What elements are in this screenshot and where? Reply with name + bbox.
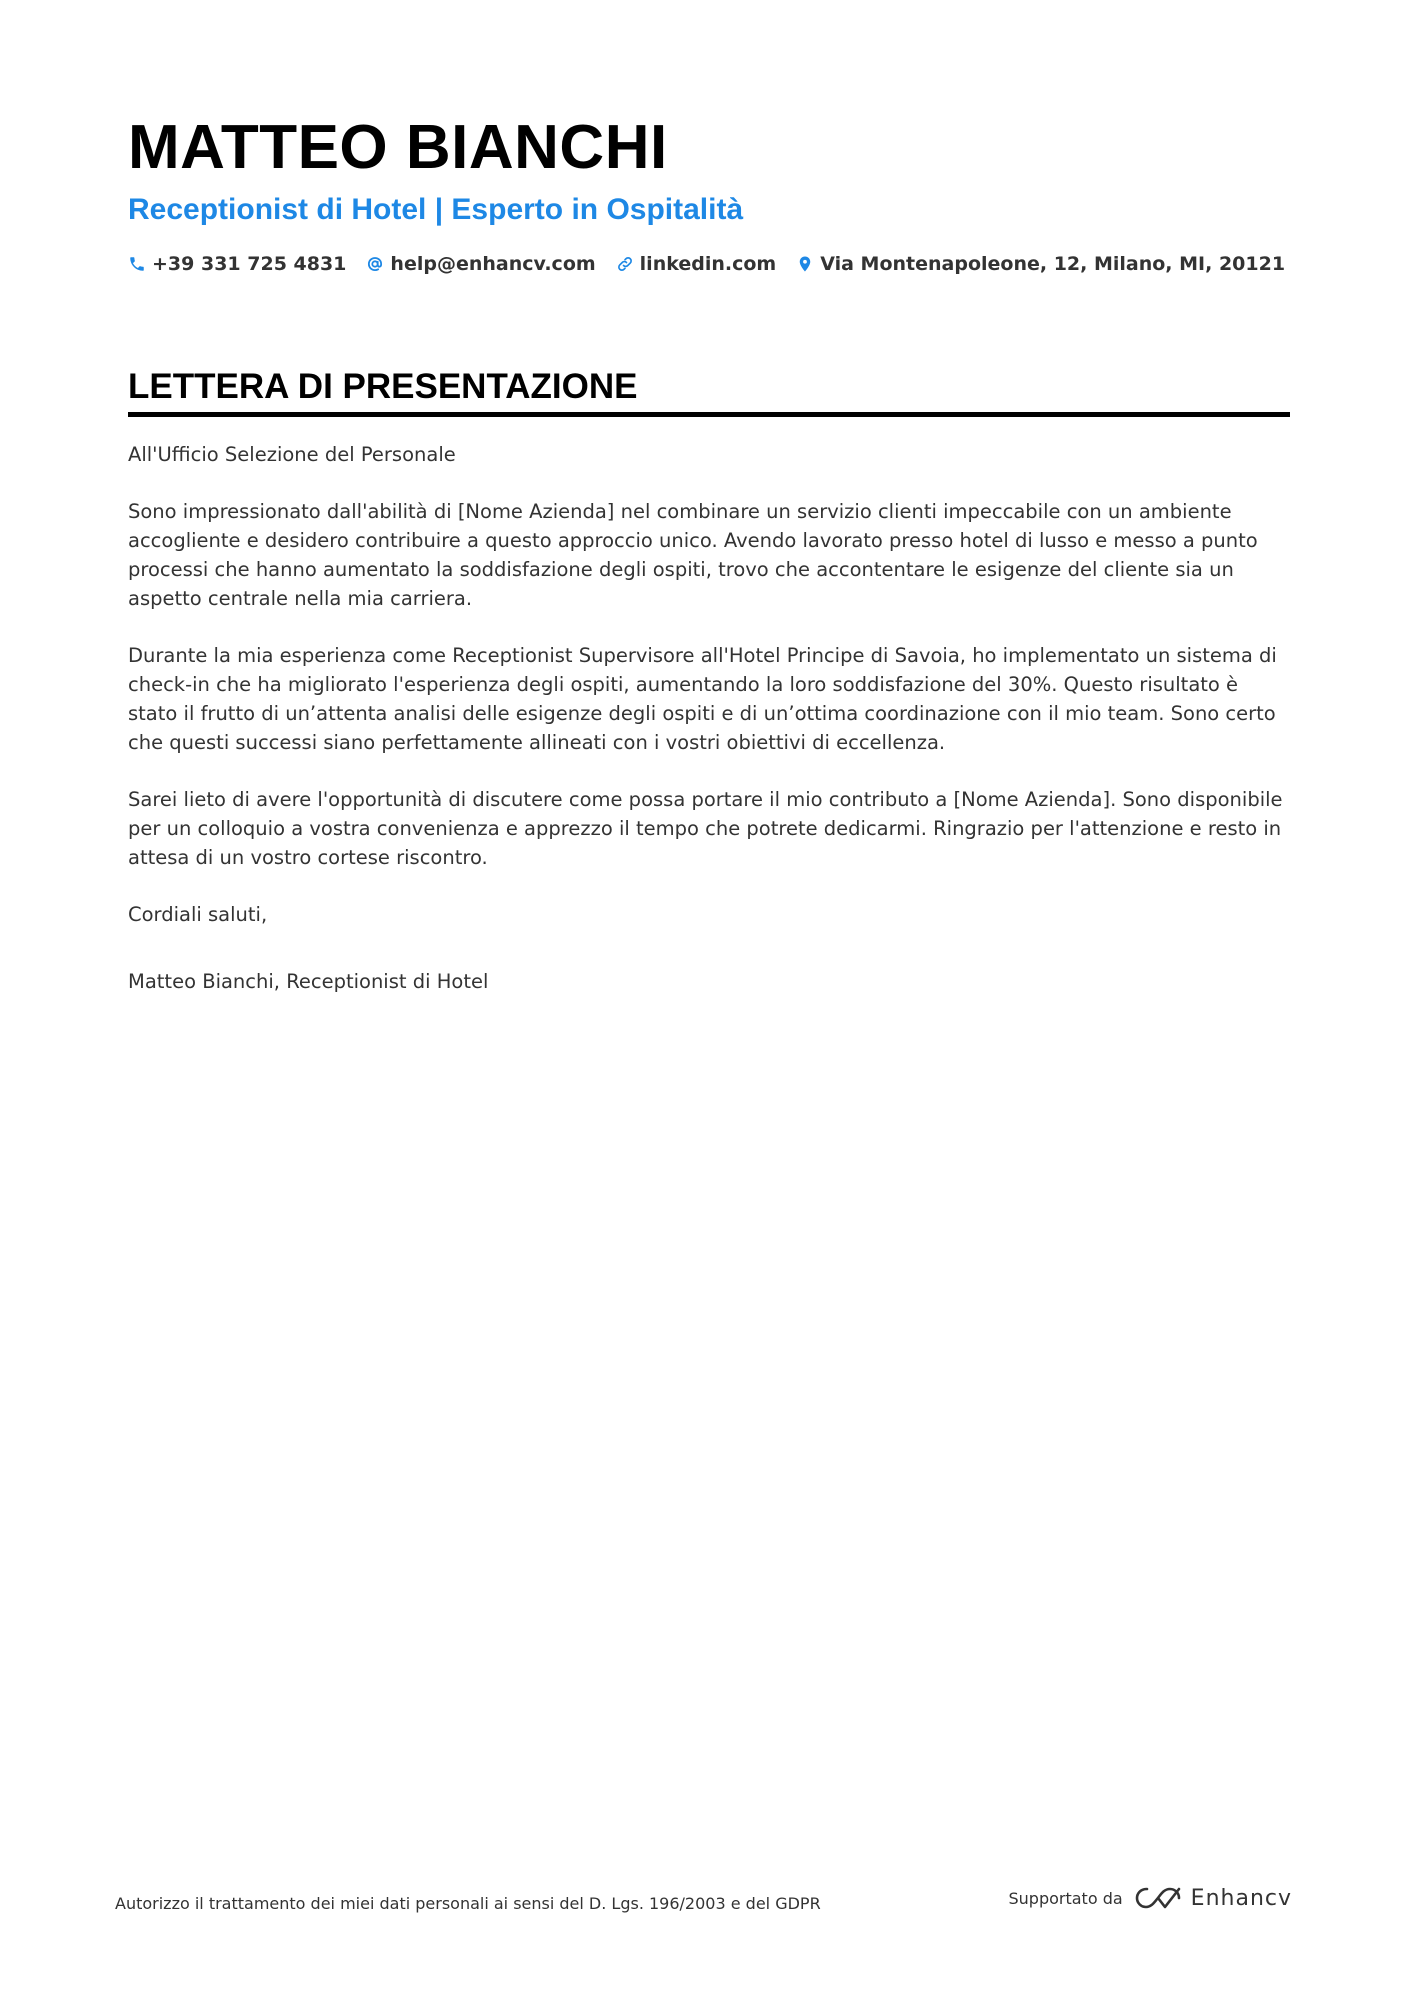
- phone-number: +39 331 725 4831: [152, 253, 347, 275]
- candidate-name: MATTEO BIANCHI: [128, 113, 668, 182]
- linkedin-link[interactable]: linkedin.com: [639, 253, 777, 275]
- enhancv-logo-icon: [1135, 1885, 1181, 1911]
- letter-recipient: All'Ufficio Selezione del Personale: [128, 443, 456, 466]
- link-icon: [616, 255, 634, 273]
- brand-logo[interactable]: [1135, 1885, 1292, 1911]
- letter-paragraph-3: Sarei lieto di avere l'opportunità di discutere come possa portare il mio contributo a [Nome Azienda]. Sono disponibile per un colloquio a vostra convenienza e apprezzo il tempo che potrete dedicarmi. Ringrazio per l'attenzione e resto in attesa di un vostro cortese riscontro.: [128, 788, 1283, 869]
- contact-address: [796, 253, 1285, 275]
- letter-signature: Matteo Bianchi, Receptionist di Hotel: [128, 970, 489, 993]
- powered-by: [1009, 1885, 1293, 1911]
- street-address: Via Montenapoleone, 12, Milano, MI, 20121: [820, 253, 1286, 275]
- brand-name: Enhancv: [1190, 1885, 1292, 1911]
- letter-body: [128, 440, 1293, 1024]
- contact-bar: [128, 253, 1285, 275]
- email-address[interactable]: help@enhancv.com: [390, 253, 596, 275]
- contact-phone: [128, 253, 346, 275]
- section-heading: LETTERA DI PRESENTAZIONE: [128, 364, 1290, 417]
- location-pin-icon: [796, 255, 814, 273]
- contact-email: [366, 253, 595, 275]
- letter-closing: Cordiali saluti,: [128, 903, 268, 926]
- letter-paragraph-1: Sono impressionato dall'abilità di [Nome Azienda] nel combinare un servizio clienti impeccabile con un ambiente accogliente e desidero contribuire a questo approccio unico. Avendo lavorato presso hotel di lusso e messo a punto processi che hanno aumentato la soddisfazione degli ospiti, trovo che accontentare le esigenze del cliente sia un aspetto centrale nella mia carriera.: [128, 500, 1258, 610]
- at-icon: [366, 255, 384, 273]
- powered-by-label: Supportato da: [1008, 1888, 1123, 1908]
- phone-icon: [128, 255, 146, 273]
- candidate-title: Receptionist di Hotel | Esperto in Ospitalità: [128, 193, 744, 226]
- contact-linkedin: [616, 253, 777, 275]
- privacy-consent: Autorizzo il trattamento dei miei dati personali ai sensi del D. Lgs. 196/2003 e del GDPR: [115, 1894, 821, 1913]
- letter-paragraph-2: Durante la mia esperienza come Receptionist Supervisore all'Hotel Principe di Savoia, ho implementato un sistema di check-in che ha migliorato l'esperienza degli ospiti, aumentando la loro soddisfazione del 30%. Questo risultato è stato il frutto di un’attenta analisi delle esigenze degli ospiti e di un’ottima coordinazione con il mio team. Sono certo che questi successi siano perfettamente allineati con i vostri obiettivi di eccellenza.: [128, 644, 1277, 754]
